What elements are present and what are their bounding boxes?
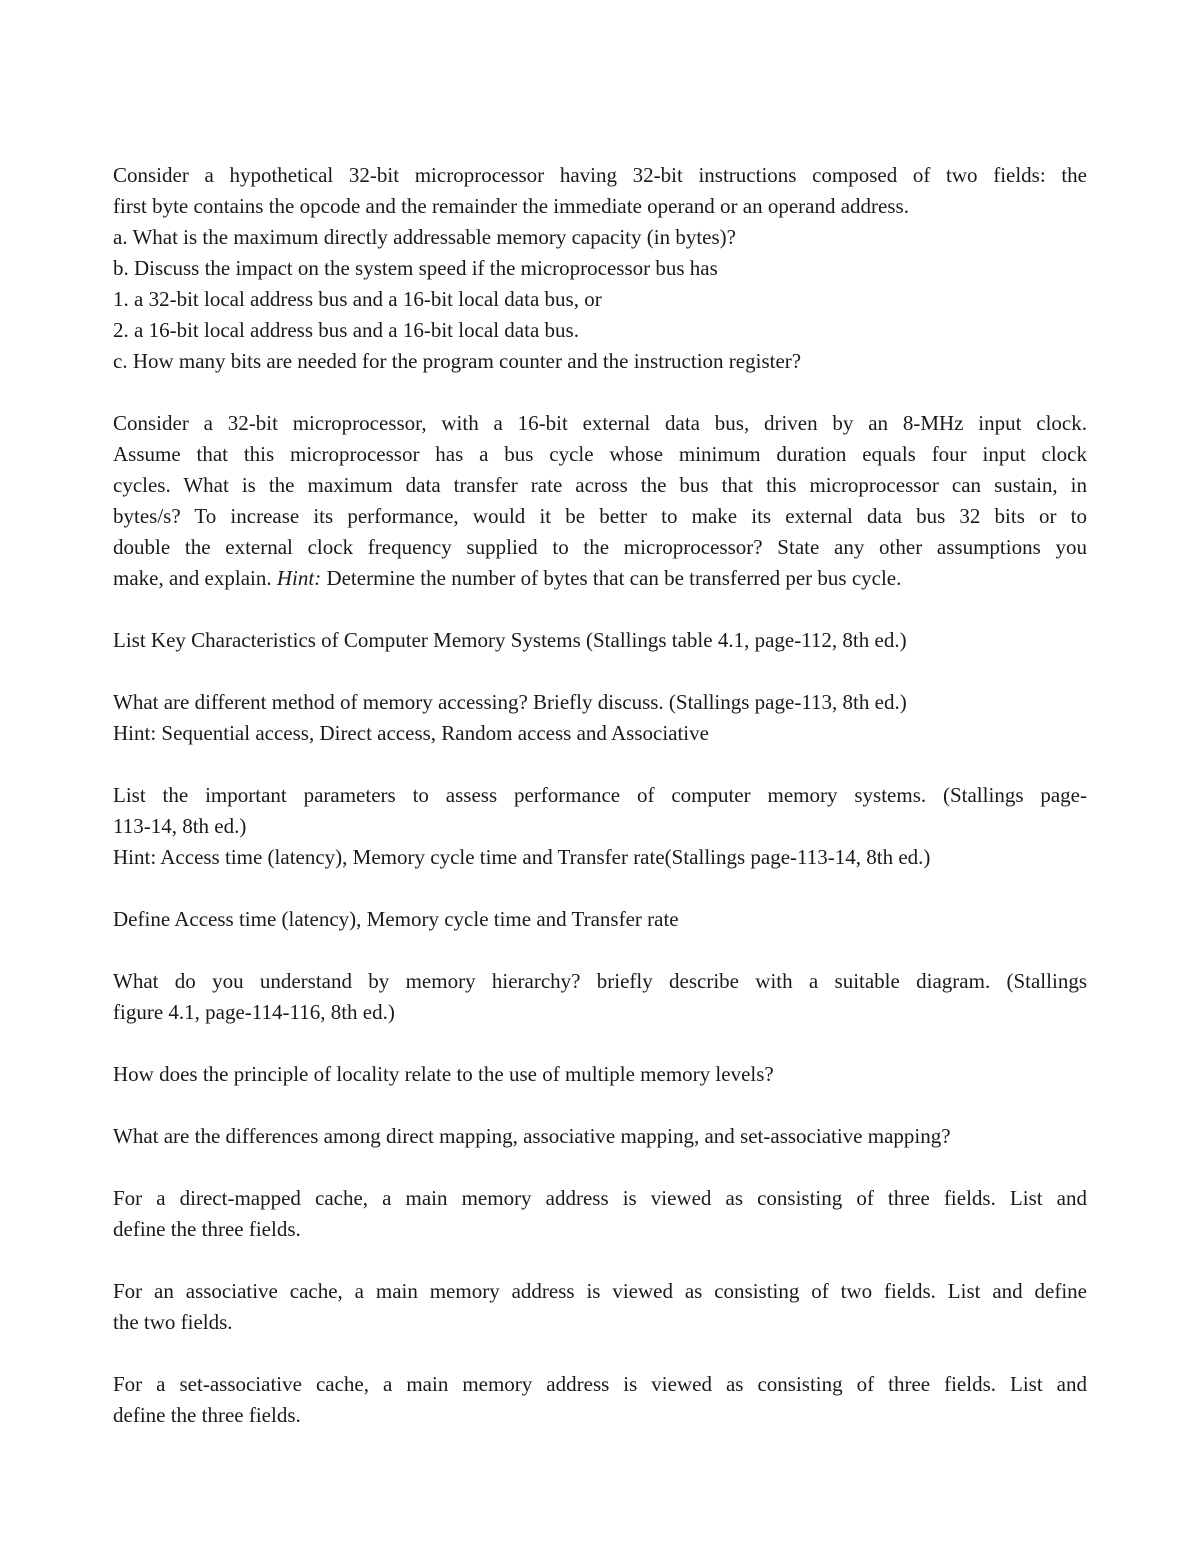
paragraph-line — [113, 563, 1087, 594]
subquestion-c: c. How many bits are needed for the program counter and the instruction register? — [113, 349, 802, 373]
paragraph-line: List Key Characteristics of Computer Memory Systems (Stallings table 4.1, page-112, 8th ed.) — [113, 628, 907, 652]
question-memory-hierarchy — [113, 966, 1087, 1028]
question-performance-parameters — [113, 780, 1087, 873]
paragraph-line: first byte contains the opcode and the remainder the immediate operand or an operand address. — [113, 194, 909, 218]
question-data-transfer-rate — [113, 408, 1087, 594]
question-direct-mapped-cache — [113, 1183, 1087, 1245]
paragraph-line: the two fields. — [113, 1310, 233, 1334]
paragraph-line: List the important parameters to assess performance of computer memory systems. (Stallings page- — [113, 783, 1087, 807]
paragraph-line: Consider a 32-bit microprocessor, with a 16-bit external data bus, driven by an 8-MHz input clock. — [113, 411, 1087, 435]
question-mapping-differences — [113, 1121, 1087, 1152]
paragraph-line: Consider a hypothetical 32-bit microprocessor having 32-bit instructions composed of two fields: the — [113, 163, 1087, 187]
paragraph-line: How does the principle of locality relate to the use of multiple memory levels? — [113, 1062, 774, 1086]
hint-label: Hint: — [276, 566, 322, 590]
hint-line: Hint: Sequential access, Direct access, Random access and Associative — [113, 721, 709, 745]
text-segment: make, and explain. — [113, 566, 277, 590]
paragraph-line: double the external clock frequency supplied to the microprocessor? State any other assumptions you — [113, 535, 1087, 559]
paragraph-line: For a set-associative cache, a main memory address is viewed as consisting of three fields. List and — [113, 1372, 1087, 1396]
paragraph-line: define the three fields. — [113, 1403, 301, 1427]
text-segment: Determine the number of bytes that can be transferred per bus cycle. — [321, 566, 902, 590]
hint-line: Hint: Access time (latency), Memory cycle time and Transfer rate(Stallings page-113-14, 8th ed.) — [113, 845, 931, 869]
question-memory-characteristics — [113, 625, 1087, 656]
document-page — [113, 160, 1087, 1431]
paragraph-line: What do you understand by memory hierarchy? briefly describe with a suitable diagram. (Stallings — [113, 969, 1087, 993]
question-associative-cache — [113, 1276, 1087, 1338]
subquestion-a: a. What is the maximum directly addressable memory capacity (in bytes)? — [113, 225, 736, 249]
paragraph-line: What are the differences among direct mapping, associative mapping, and set-associative mapping? — [113, 1124, 951, 1148]
paragraph-line: Define Access time (latency), Memory cycle time and Transfer rate — [113, 907, 679, 931]
question-memory-accessing — [113, 687, 1087, 749]
paragraph-line: 113-14, 8th ed.) — [113, 814, 247, 838]
question-define-access-time — [113, 904, 1087, 935]
paragraph-line: For an associative cache, a main memory address is viewed as consisting of two fields. List and define — [113, 1279, 1087, 1303]
paragraph-line: figure 4.1, page-114-116, 8th ed.) — [113, 1000, 395, 1024]
question-microprocessor-32bit-instructions — [113, 160, 1087, 377]
subquestion-b: b. Discuss the impact on the system speed if the microprocessor bus has — [113, 256, 718, 280]
question-set-associative-cache — [113, 1369, 1087, 1431]
paragraph-line: cycles. What is the maximum data transfer rate across the bus that this microprocessor can sustain, in — [113, 473, 1087, 497]
paragraph-line: What are different method of memory accessing? Briefly discuss. (Stallings page-113, 8th ed.) — [113, 690, 907, 714]
paragraph-line: For a direct-mapped cache, a main memory address is viewed as consisting of three fields. List and — [113, 1186, 1087, 1210]
paragraph-line: define the three fields. — [113, 1217, 301, 1241]
subquestion-b-option-2: 2. a 16-bit local address bus and a 16-bit local data bus. — [113, 318, 579, 342]
question-principle-of-locality — [113, 1059, 1087, 1090]
subquestion-b-option-1: 1. a 32-bit local address bus and a 16-bit local data bus, or — [113, 287, 602, 311]
paragraph-line: Assume that this microprocessor has a bus cycle whose minimum duration equals four input clock — [113, 442, 1087, 466]
paragraph-line: bytes/s? To increase its performance, would it be better to make its external data bus 32 bits or to — [113, 504, 1087, 528]
